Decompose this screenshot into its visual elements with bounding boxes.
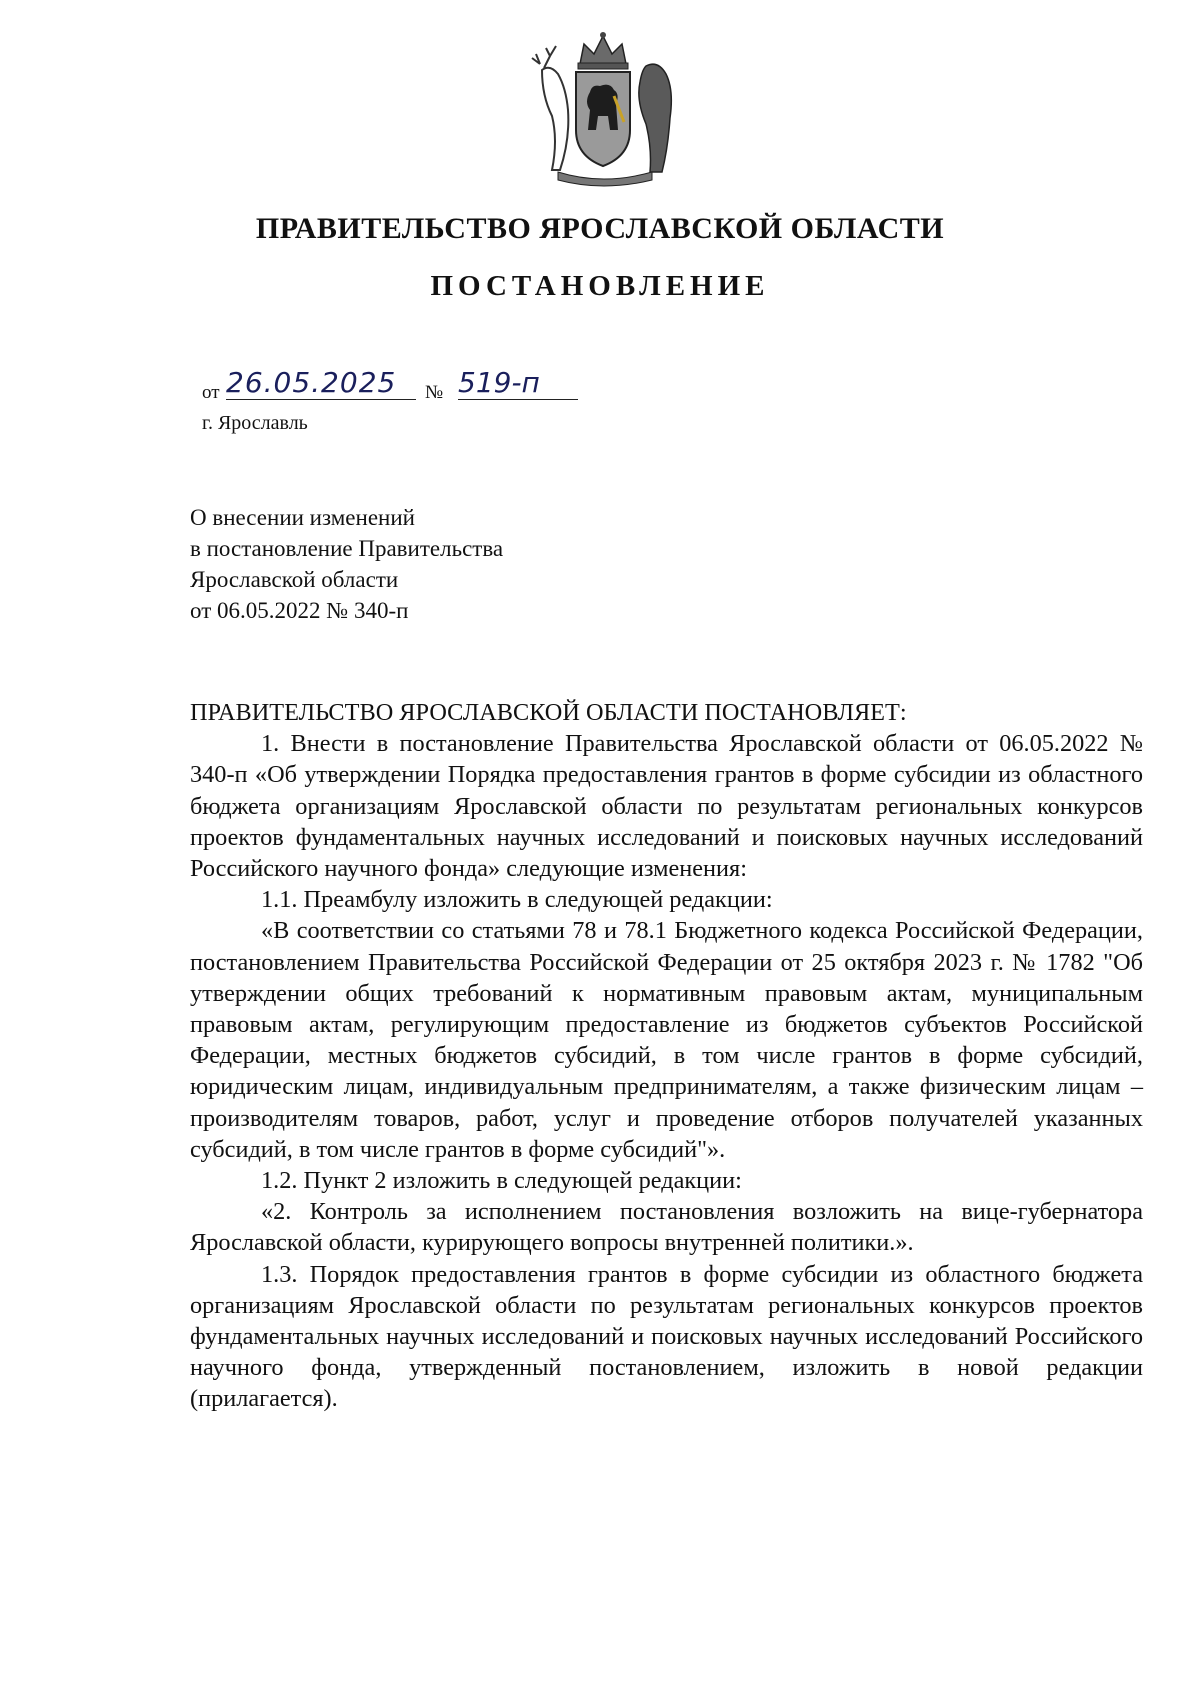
subject-line: от 06.05.2022 № 340-п [190, 598, 409, 623]
organization-title: ПРАВИТЕЛЬСТВО ЯРОСЛАВСКОЙ ОБЛАСТИ [255, 212, 945, 245]
document-date: 26.05.2025 [226, 366, 416, 400]
body-paragraph: 1.2. Пункт 2 изложить в следующей редакции: [261, 1167, 742, 1195]
body-paragraph: «В соответствии со статьями 78 и 78.1 Бюджетного кодекса Российской Федерации, постановлением Правительства Российской Федерации от 25 октября 2023 г. № 1782 "Об утверждении общих требований к нормативным правовым актам, муниципальным правовым актам, регулирующим предоставление из бюджетов субъектов Российской Федерации, местных бюджетов субсидий, в том числе грантов в форме субсидий, юридическим лицам, индивидуальным предпринимателям, а также физическим лицам – производителям товаров, работ, услуг и проведение отборов получателей указанных субсидий, в том числе грантов в форме субсидий"». [190, 917, 1143, 1163]
subject-line: Ярославской области [190, 567, 399, 592]
body-paragraph: 1.3. Порядок предоставления грантов в форме субсидии из областного бюджета организациям Ярославской области по результатам региональных конкурсов проектов фундаментальных научных исследований и поисковых научных исследований Российского научного фонда, утвержденный постановлением, изложить в новой редакции (прилагается). [190, 1260, 1143, 1413]
document-type: ПОСТАНОВЛЕНИЕ [430, 270, 770, 302]
document-body [190, 697, 1143, 1415]
subject-line: О внесении изменений [190, 505, 415, 530]
document-subject [190, 502, 503, 626]
number-prefix: № [425, 382, 444, 403]
issue-city: г. Ярославль [202, 412, 308, 434]
date-prefix: от [202, 382, 220, 403]
resolution-heading: ПРАВИТЕЛЬСТВО ЯРОСЛАВСКОЙ ОБЛАСТИ ПОСТАНОВЛЯЕТ: [190, 699, 907, 726]
subject-line: в постановление Правительства [190, 536, 504, 561]
document-number: 519-п [458, 366, 578, 400]
body-paragraph: 1.1. Преамбулу изложить в следующей редакции: [261, 886, 773, 914]
yaroslavl-oblast-coat-of-arms-icon [528, 30, 678, 190]
body-paragraph: 1. Внести в постановление Правительства Ярославской области от 06.05.2022 № 340-п «Об утверждении Порядка предоставления грантов в форме субсидии из областного бюджета организациям Ярославской области по результатам региональных конкурсов проектов фундаментальных научных исследований и поисковых научных исследований Российского научного фонда» следующие изменения: [190, 730, 1143, 883]
body-paragraph: «2. Контроль за исполнением постановления возложить на вице-губернатора Ярославской области, курирующего вопросы внутренней политики.». [190, 1198, 1143, 1257]
